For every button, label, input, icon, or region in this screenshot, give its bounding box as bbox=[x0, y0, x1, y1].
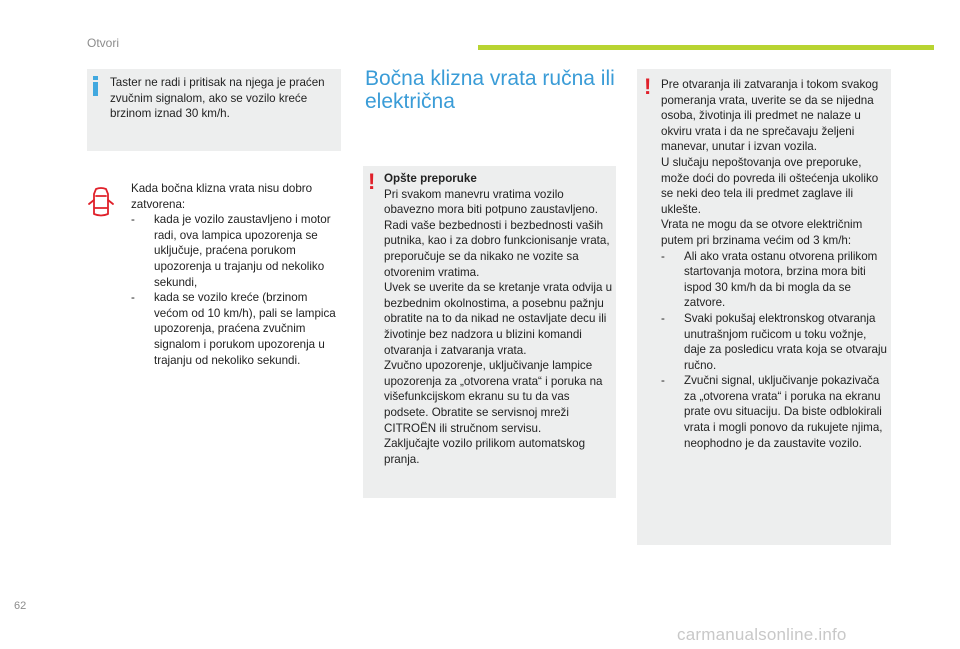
door-open-icon bbox=[88, 186, 114, 220]
door-warning-text bbox=[131, 181, 341, 368]
info-icon bbox=[92, 76, 100, 98]
warning-icon: ! bbox=[644, 74, 652, 99]
paragraph: Pri svakom manevru vratima vozilo obavezno mora biti potpuno zaustavljeno. bbox=[384, 187, 598, 217]
list-item: - kada se vozilo kreće (brzinom većom od 10 km/h), pali se lampica upozorenja, praćena zvučnim signalom i porukom upozorenja u trajanju od nekoliko sekundi. bbox=[131, 291, 336, 367]
general-advice-heading: Opšte preporuke bbox=[384, 172, 477, 185]
paragraph: Radi vaše bezbednosti i bezbednosti vaših putnika, kao i za dobro funkcionisanje vrata, preporučuje se da nikako ne vozite sa otvorenim vratima. bbox=[384, 218, 610, 279]
paragraph: Vrata ne mogu da se otvore električnim putem pri brzinama većim od 3 km/h: bbox=[661, 218, 863, 247]
list-item: - Ali ako vrata ostanu otvorena prilikom startovanja motora, brzina mora biti ispod 30 km/h da bi mogla da se zatvore. bbox=[661, 249, 878, 310]
paragraph: Pre otvaranja ili zatvaranja i tokom svakog pomeranja vrata, uverite se da se nijedna osoba, životinja ili predmet ne nalaze u okviru vrata i da ne sprečavaju željeni manevar, unutar i izvan vozila. bbox=[661, 78, 879, 154]
list-item: - Svaki pokušaj elektronskog otvaranja unutrašnjom ručicom u toku vožnje, daje za posledicu vrata koja se otvaraju ručno. bbox=[661, 311, 888, 372]
paragraph: U slučaju nepoštovanja ove preporuke, može doći do povreda ili oštećenja ukoliko se neki deo tela ili predmet zaglave ili uklešte. bbox=[661, 155, 879, 216]
section-header: Otvori bbox=[87, 36, 120, 50]
general-advice-text bbox=[384, 171, 614, 467]
info-note-text: Taster ne radi i pritisak na njega je praćen zvučnim signalom, ako se vozilo kreće brzinom iznad 30 km/h. bbox=[110, 76, 325, 121]
paragraph: Zvučno upozorenje, uključivanje lampice upozorenja za „otvorena vrata“ i poruka na višefunkcijskom ekranu su tu da vas podsete. Obratite se servisnoj mreži CITROËN ili stručnom servisu. bbox=[384, 359, 603, 435]
page-number: 62 bbox=[14, 600, 27, 612]
warning-icon: ! bbox=[368, 169, 376, 194]
paragraph: Uvek se uverite da se kretanje vrata odvija u bezbednim okolnostima, a posebnu pažnju obratite na to da nikad ne ostavljate decu ili životinje bez nadzora u blizini komandi otvaranja i zatvaranja vrata. bbox=[384, 281, 613, 357]
door-warning-intro: Kada bočna klizna vrata nisu dobro zatvorena: bbox=[131, 182, 313, 211]
paragraph: Zaključajte vozilo prilikom automatskog pranja. bbox=[384, 437, 586, 466]
header-accent-bar bbox=[478, 45, 934, 50]
watermark: carmanualsonline.info bbox=[677, 625, 847, 644]
list-item: - kada je vozilo zaustavljeno i motor radi, ova lampica upozorenja se uključuje, praćena porukom upozorenja u trajanju od nekoliko sekundi, bbox=[131, 213, 331, 289]
electric-warning-text bbox=[661, 77, 889, 451]
section-title: Bočna klizna vrata ručna ili električna bbox=[365, 67, 615, 113]
list-item: - Zvučni signal, uključivanje pokazivača za „otvorena vrata“ i poruka na ekranu prate ovu situaciju. Da biste odblokirali vrata i mogli ponovo da rukujete njima, neophodno je da zaustavite vozilo. bbox=[661, 374, 883, 450]
